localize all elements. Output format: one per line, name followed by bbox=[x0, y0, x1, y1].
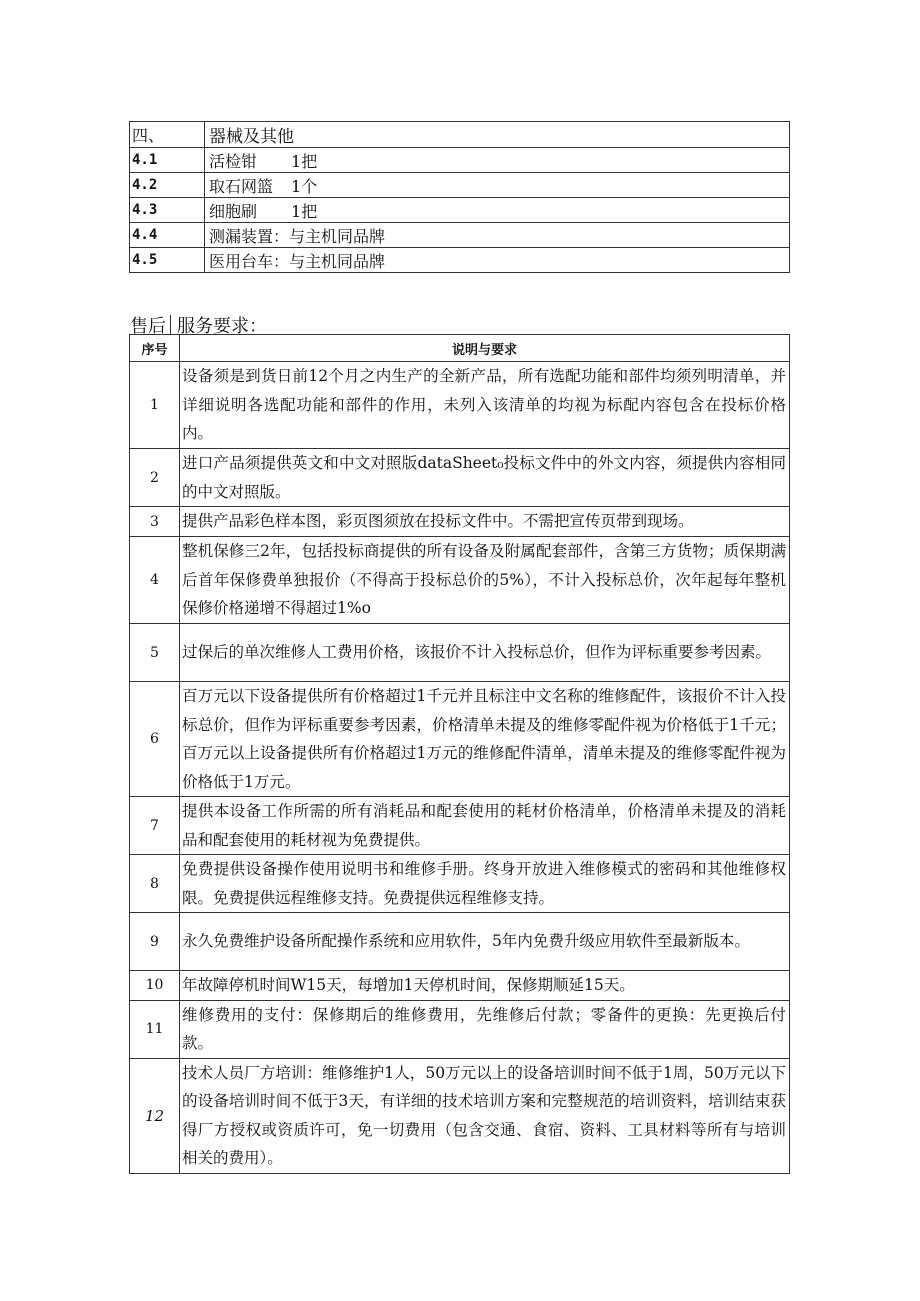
item-number: 4.5 bbox=[130, 248, 205, 273]
service-row bbox=[130, 624, 790, 682]
service-header-row bbox=[130, 335, 790, 362]
equipment-row bbox=[130, 173, 790, 198]
row-number: 11 bbox=[130, 1000, 180, 1058]
caption-left: 售后 bbox=[130, 316, 166, 337]
item-name: 医用台车：与主机同品牌 bbox=[209, 251, 386, 271]
section-number: 四、 bbox=[130, 122, 205, 148]
row-number: 10 bbox=[130, 971, 180, 1001]
row-text: 提供本设备工作所需的所有消耗品和配套使用的耗材价格清单，价格清单未提及的消耗品和配套使用的耗材视为免费提供。 bbox=[180, 797, 790, 855]
equipment-row bbox=[130, 248, 790, 273]
service-row bbox=[130, 507, 790, 537]
item-number: 4.2 bbox=[130, 173, 205, 198]
row-text: 进口产品须提供英文和中文对照版dataSheet₀投标文件中的外文内容，须提供内容相同的中文对照版。 bbox=[180, 449, 790, 507]
row-text: 永久免费维护设备所配操作系统和应用软件，5年内免费升级应用软件至最新版本。 bbox=[180, 913, 790, 971]
service-row bbox=[130, 971, 790, 1001]
service-row bbox=[130, 855, 790, 913]
section-title: 器械及其他 bbox=[205, 122, 790, 148]
item-name: 活检钳 bbox=[209, 151, 258, 171]
caption-divider bbox=[170, 315, 171, 335]
service-row bbox=[130, 449, 790, 507]
row-text: 技术人员厂方培训：维修维护1人，50万元以上的设备培训时间不低于1周，50万元以下的设备培训时间不低于3天，有详细的技术培训方案和完整规范的培训资料，培训结束获得厂方授权或资质许可，免一切费用（包含交通、食宿、资料、工具材料等所有与培训相关的费用）。 bbox=[180, 1058, 790, 1173]
row-number: 7 bbox=[130, 797, 180, 855]
service-table bbox=[129, 334, 790, 1174]
service-row bbox=[130, 1058, 790, 1173]
row-text: 百万元以下设备提供所有价格超过1千元并且标注中文名称的维修配件，该报价不计入投标总价，但作为评标重要参考因素，价格清单未提及的维修零配件视为价格低于1千元；百万元以上设备提供所有价格超过1万元的维修配件清单，清单未提及的维修零配件视为价格低于1万元。 bbox=[180, 682, 790, 797]
item-name: 测漏装置：与主机同品牌 bbox=[209, 226, 386, 246]
row-number: 2 bbox=[130, 449, 180, 507]
equipment-row bbox=[130, 148, 790, 173]
row-text: 年故障停机时间W15天，每增加1天停机时间，保修期顺延15天。 bbox=[180, 971, 790, 1001]
row-number: 9 bbox=[130, 913, 180, 971]
service-row bbox=[130, 797, 790, 855]
row-number: 4 bbox=[130, 537, 180, 624]
caption-right: 服务要求： bbox=[177, 316, 267, 337]
row-text: 设备须是到货日前12个月之内生产的全新产品，所有选配功能和部件均须列明清单，并详细说明各选配功能和部件的作用，未列入该清单的均视为标配内容包含在投标价格内。 bbox=[180, 362, 790, 449]
service-row bbox=[130, 682, 790, 797]
col-header-number: 序号 bbox=[130, 335, 180, 362]
equipment-row bbox=[130, 198, 790, 223]
equipment-row bbox=[130, 223, 790, 248]
item-quantity: 1把 bbox=[291, 151, 318, 171]
service-row bbox=[130, 537, 790, 624]
row-number: 12 bbox=[130, 1058, 180, 1173]
item-number: 4.3 bbox=[130, 198, 205, 223]
equipment-header-row bbox=[130, 122, 790, 148]
row-text: 整机保修三2年，包括投标商提供的所有设备及附属配套部件，含第三方货物；质保期满后首年保修费单独报价（不得高于投标总价的5%），不计入投标总价，次年起每年整机保修价格递增不得超过1%o bbox=[180, 537, 790, 624]
item-quantity: 1把 bbox=[291, 201, 318, 221]
col-header-description: 说明与要求 bbox=[180, 335, 790, 362]
row-text: 过保后的单次维修人工费用价格，该报价不计入投标总价，但作为评标重要参考因素。 bbox=[180, 624, 790, 682]
row-number: 5 bbox=[130, 624, 180, 682]
row-number: 8 bbox=[130, 855, 180, 913]
item-name: 细胞刷 bbox=[209, 201, 258, 221]
row-text: 维修费用的支付：保修期后的维修费用，先维修后付款；零备件的更换：先更换后付款。 bbox=[180, 1000, 790, 1058]
row-number: 3 bbox=[130, 507, 180, 537]
service-row bbox=[130, 913, 790, 971]
item-number: 4.1 bbox=[130, 148, 205, 173]
item-quantity: 1个 bbox=[291, 176, 318, 196]
row-text: 提供产品彩色样本图，彩页图须放在投标文件中。不需把宣传页带到现场。 bbox=[180, 507, 790, 537]
item-name: 取石网篮 bbox=[209, 176, 274, 196]
equipment-table bbox=[129, 121, 790, 273]
row-number: 1 bbox=[130, 362, 180, 449]
item-number: 4.4 bbox=[130, 223, 205, 248]
service-row bbox=[130, 362, 790, 449]
row-number: 6 bbox=[130, 682, 180, 797]
row-text: 免费提供设备操作使用说明书和维修手册。终身开放进入维修模式的密码和其他维修权限。免费提供远程维修支持。免费提供远程维修支持。 bbox=[180, 855, 790, 913]
service-row bbox=[130, 1000, 790, 1058]
